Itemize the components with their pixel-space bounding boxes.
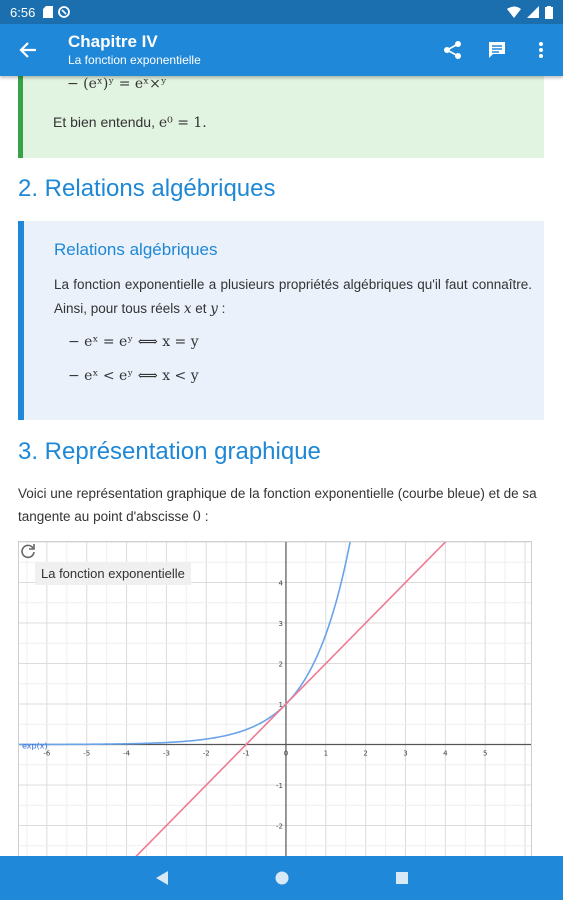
more-vert-icon xyxy=(538,41,544,59)
x-tick-label: 0 xyxy=(283,749,289,758)
back-button[interactable] xyxy=(0,24,56,76)
more-options-button[interactable] xyxy=(519,24,563,76)
definition-text-a: La fonction exponentielle a plusieurs propriétés algébriques qu'il faut connaître. Ainsi, pour tous réels xyxy=(54,277,532,316)
page-subtitle: La fonction exponentielle xyxy=(68,53,201,67)
x-tick-label: -3 xyxy=(162,749,170,758)
curve-label-exp: exp(x) xyxy=(22,741,48,751)
x-tick-label: -1 xyxy=(242,749,250,758)
x-tick-label: -4 xyxy=(123,749,131,758)
navigation-bar xyxy=(0,856,563,900)
definition-paragraph xyxy=(54,273,532,321)
x-tick-label: 3 xyxy=(403,749,408,758)
graph-intro-math: 0 xyxy=(192,509,202,525)
x-tick-label: -2 xyxy=(202,749,210,758)
comment-button[interactable] xyxy=(475,24,519,76)
graph-intro xyxy=(18,482,546,529)
nav-home-button[interactable] xyxy=(222,856,342,900)
property-text-prefix: Et bien entendu, xyxy=(53,114,159,130)
nav-back-icon xyxy=(155,870,169,886)
function-graph[interactable] xyxy=(18,541,532,856)
chapter-content[interactable] xyxy=(0,76,563,856)
formula-power: − (eˣ)ʸ = eˣ×ʸ xyxy=(67,76,167,92)
x-tick-label: -5 xyxy=(83,749,91,758)
series-tangent-line xyxy=(19,542,524,856)
var-x: x xyxy=(183,301,192,317)
formula-inequality: − eˣ < eʸ ⟺ x < y xyxy=(68,368,199,384)
definition-text-c: : xyxy=(217,301,226,316)
nav-home-icon xyxy=(274,870,290,886)
sd-card-icon xyxy=(43,6,53,18)
graph-title: La fonction exponentielle xyxy=(35,562,191,585)
y-tick-label: 4 xyxy=(278,579,283,588)
status-time: 6:56 xyxy=(10,4,36,20)
definition-text-b: et xyxy=(191,301,211,316)
share-icon xyxy=(443,40,463,60)
status-bar xyxy=(0,0,563,24)
x-tick-label: -6 xyxy=(43,749,51,758)
x-tick-label: 5 xyxy=(482,749,488,758)
signal-icon xyxy=(527,6,539,18)
graph-intro-end: : xyxy=(201,509,209,524)
battery-icon xyxy=(545,6,553,19)
y-tick-label: 3 xyxy=(278,620,283,629)
page-title: Chapitre IV xyxy=(68,32,158,51)
sync-icon xyxy=(58,6,70,18)
x-tick-label: 2 xyxy=(363,749,368,758)
definition-title: Relations algébriques xyxy=(54,240,218,259)
y-tick-label: -1 xyxy=(275,782,283,791)
formula-equality: − eˣ = eʸ ⟺ x = y xyxy=(68,334,199,350)
exp-chart[interactable] xyxy=(19,542,532,856)
nav-recents-icon xyxy=(395,871,409,885)
x-tick-label: 4 xyxy=(443,749,448,758)
definition-box xyxy=(18,221,544,420)
share-button[interactable] xyxy=(431,24,475,76)
property-text xyxy=(53,114,207,131)
refresh-icon[interactable] xyxy=(19,542,37,560)
section-heading-relations: 2. Relations algébriques xyxy=(18,175,276,202)
property-text-math: e⁰ = 1. xyxy=(158,115,207,131)
section-heading-graph: 3. Représentation graphique xyxy=(18,438,321,465)
arrow-left-icon xyxy=(19,41,37,59)
comment-icon xyxy=(487,40,507,60)
nav-back-button[interactable] xyxy=(102,856,222,900)
y-tick-label: 1 xyxy=(278,701,283,710)
wifi-icon xyxy=(507,6,521,18)
property-box xyxy=(18,76,544,158)
app-bar xyxy=(0,24,563,76)
graph-intro-text: Voici une représentation graphique de la fonction exponentielle (courbe bleue) et de sa tangente au point d'abscisse xyxy=(18,486,537,524)
var-y: y xyxy=(210,301,218,317)
x-tick-label: 1 xyxy=(323,749,329,758)
y-tick-label: 2 xyxy=(278,660,283,669)
y-tick-label: -2 xyxy=(275,822,283,831)
nav-recents-button[interactable] xyxy=(342,856,462,900)
